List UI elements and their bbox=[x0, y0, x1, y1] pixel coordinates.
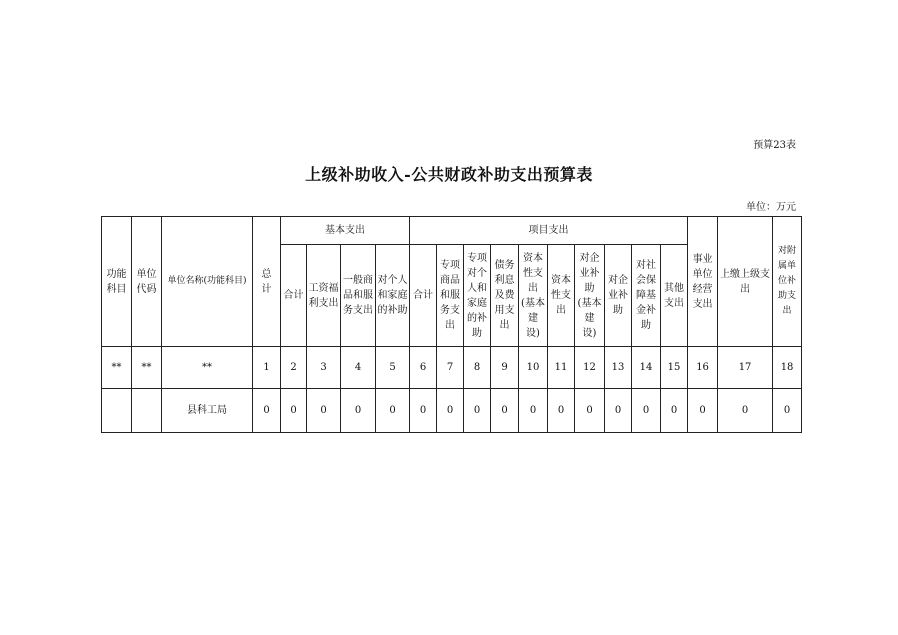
data-cell: 0 bbox=[376, 389, 410, 433]
data-cell: 0 bbox=[491, 389, 519, 433]
data-cell: 0 bbox=[464, 389, 491, 433]
header-project-group: 项目支出 bbox=[410, 217, 688, 245]
index-cell: 14 bbox=[632, 347, 661, 389]
index-cell: ** bbox=[162, 347, 253, 389]
header-project-col: 资本 性支 出 (基本 建 设) bbox=[519, 245, 548, 347]
header-project-col: 其他 支出 bbox=[661, 245, 688, 347]
data-cell: 0 bbox=[718, 389, 773, 433]
index-cell: 17 bbox=[718, 347, 773, 389]
index-cell: 6 bbox=[410, 347, 437, 389]
index-cell: 15 bbox=[661, 347, 688, 389]
data-cell: 0 bbox=[773, 389, 802, 433]
header-row-1 bbox=[102, 217, 802, 245]
data-cell bbox=[102, 389, 132, 433]
header-func-subject: 功能 科目 bbox=[102, 217, 132, 347]
page-title: 上级补助收入-公共财政补助支出预算表 bbox=[305, 165, 593, 184]
header-basic-col: 合计 bbox=[281, 245, 307, 347]
data-cell: 0 bbox=[519, 389, 548, 433]
header-unit-code: 单位 代码 bbox=[132, 217, 162, 347]
index-cell: 12 bbox=[575, 347, 605, 389]
data-cell: 0 bbox=[341, 389, 376, 433]
data-cell: 0 bbox=[253, 389, 281, 433]
header-project-col: 合计 bbox=[410, 245, 437, 347]
form-number: 预算23表 bbox=[753, 140, 796, 151]
index-cell: 7 bbox=[437, 347, 464, 389]
header-affiliated: 对附 属单 位补 助支 出 bbox=[773, 217, 802, 347]
data-cell: 0 bbox=[688, 389, 718, 433]
index-cell: 2 bbox=[281, 347, 307, 389]
budget-table bbox=[101, 216, 802, 433]
header-basic-col: 一般商 品和服 务支出 bbox=[341, 245, 376, 347]
data-cell-unit-name: 县科工局 bbox=[162, 389, 253, 433]
header-project-col: 对企 业补 助 (基本 建 设) bbox=[575, 245, 605, 347]
header-project-col: 专项 对个 人和 家庭 的补 助 bbox=[464, 245, 491, 347]
index-cell: 16 bbox=[688, 347, 718, 389]
header-superior: 上缴上级支 出 bbox=[718, 217, 773, 347]
header-basic-col: 对个人 和家庭 的补助 bbox=[376, 245, 410, 347]
unit-label: 单位：万元 bbox=[746, 202, 796, 213]
index-cell: 1 bbox=[253, 347, 281, 389]
index-cell: 13 bbox=[605, 347, 632, 389]
index-cell: ** bbox=[132, 347, 162, 389]
table-row bbox=[102, 389, 802, 433]
data-cell: 0 bbox=[281, 389, 307, 433]
data-cell: 0 bbox=[632, 389, 661, 433]
header-basic-group: 基本支出 bbox=[281, 217, 410, 245]
data-cell: 0 bbox=[661, 389, 688, 433]
header-project-col: 对企 业补 助 bbox=[605, 245, 632, 347]
index-cell: 5 bbox=[376, 347, 410, 389]
index-row bbox=[102, 347, 802, 389]
header-total: 总 计 bbox=[253, 217, 281, 347]
header-project-col: 债务 利息 及费 用支 出 bbox=[491, 245, 519, 347]
index-cell: 9 bbox=[491, 347, 519, 389]
data-cell bbox=[132, 389, 162, 433]
index-cell: 8 bbox=[464, 347, 491, 389]
header-project-col: 专项 商品 和服 务支 出 bbox=[437, 245, 464, 347]
index-cell: ** bbox=[102, 347, 132, 389]
data-cell: 0 bbox=[548, 389, 575, 433]
data-cell: 0 bbox=[605, 389, 632, 433]
index-cell: 10 bbox=[519, 347, 548, 389]
index-cell: 3 bbox=[307, 347, 341, 389]
header-business: 事业 单位 经营 支出 bbox=[688, 217, 718, 347]
data-cell: 0 bbox=[575, 389, 605, 433]
index-cell: 18 bbox=[773, 347, 802, 389]
data-cell: 0 bbox=[437, 389, 464, 433]
header-unit-name: 单位名称(功能科目) bbox=[162, 217, 253, 347]
header-project-col: 对社 会保 障基 金补 助 bbox=[632, 245, 661, 347]
header-basic-col: 工资福 利支出 bbox=[307, 245, 341, 347]
header-project-col: 资本 性支 出 bbox=[548, 245, 575, 347]
data-cell: 0 bbox=[410, 389, 437, 433]
data-cell: 0 bbox=[307, 389, 341, 433]
index-cell: 4 bbox=[341, 347, 376, 389]
index-cell: 11 bbox=[548, 347, 575, 389]
